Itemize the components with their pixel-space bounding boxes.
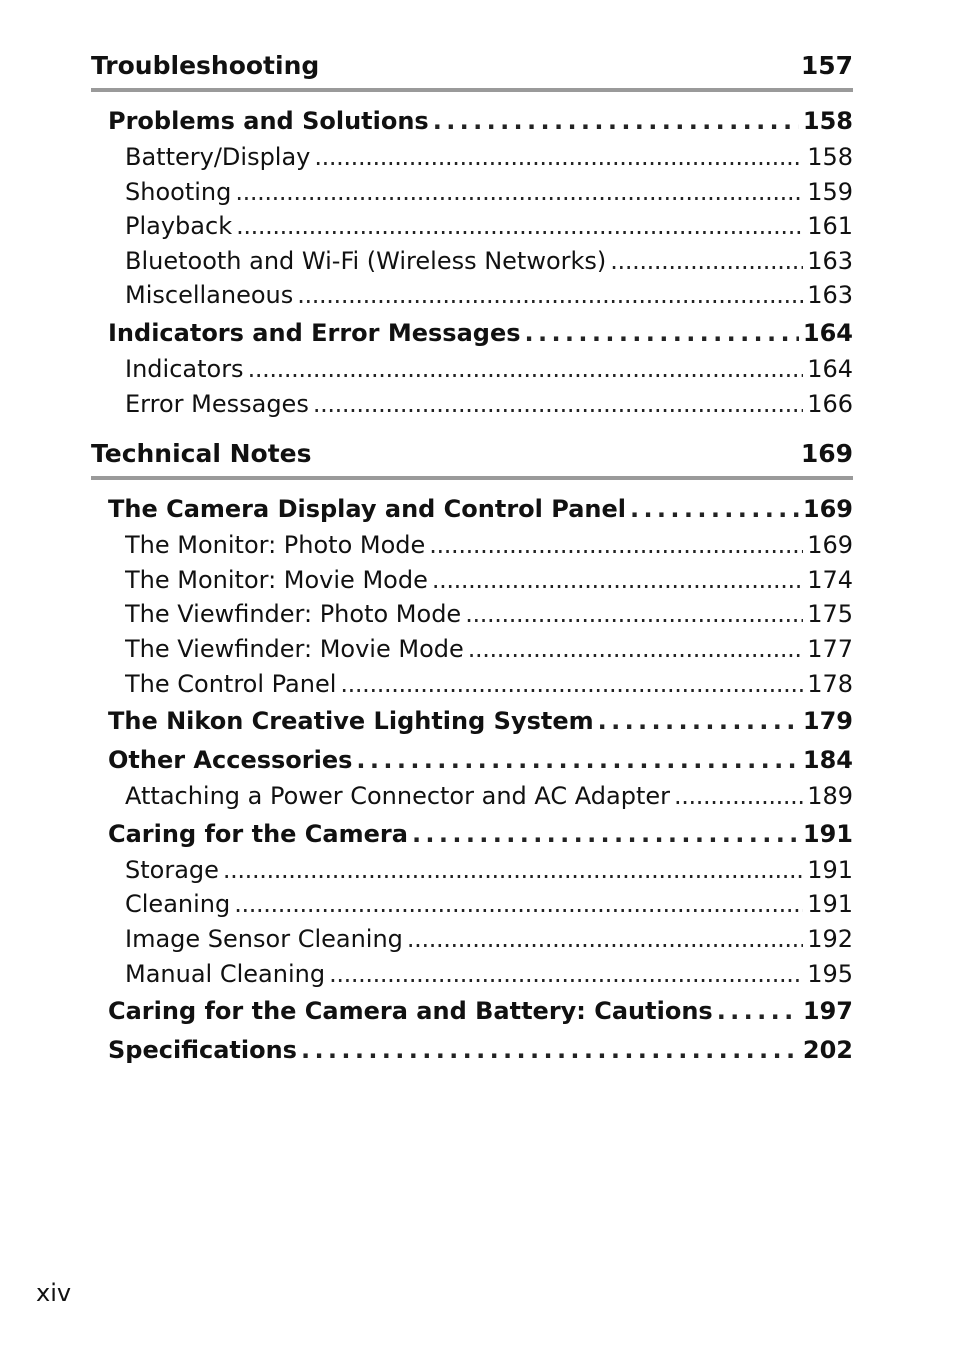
dot-leader xyxy=(412,816,799,853)
toc-entry-playback[interactable] xyxy=(125,209,853,244)
entry-page: 159 xyxy=(807,177,853,206)
entry-title: The Monitor: Movie Mode xyxy=(125,565,428,594)
dot-leader xyxy=(235,175,803,210)
dot-leader xyxy=(433,103,799,140)
toc-entry-error-messages[interactable] xyxy=(125,387,853,422)
dot-leader xyxy=(236,209,803,244)
toc-entry-cleaning[interactable] xyxy=(125,887,853,922)
entry-page: 178 xyxy=(807,669,853,698)
dot-leader xyxy=(223,853,803,888)
chapter-title: Troubleshooting xyxy=(91,51,320,80)
toc-entry-miscellaneous[interactable] xyxy=(125,278,853,313)
chapter-heading-technical-notes[interactable] xyxy=(91,432,853,480)
entry-page: 164 xyxy=(807,354,853,383)
chapter-page: 157 xyxy=(800,51,853,80)
toc-entry-shooting[interactable] xyxy=(125,175,853,210)
dot-leader xyxy=(234,887,803,922)
table-of-contents xyxy=(91,44,853,1069)
toc-entry-manual-cleaning[interactable] xyxy=(125,957,853,992)
entry-page: 189 xyxy=(807,782,853,811)
dot-leader xyxy=(297,278,803,313)
entry-title: The Viewfinder: Photo Mode xyxy=(125,600,462,629)
toc-section-problems-and-solutions[interactable] xyxy=(108,103,853,140)
toc-section-camera-display-control-panel[interactable] xyxy=(108,491,853,528)
dot-leader xyxy=(468,632,803,667)
section-page: 184 xyxy=(802,746,853,775)
dot-leader xyxy=(610,244,803,279)
chapter-heading-troubleshooting[interactable] xyxy=(91,44,853,92)
chapter-page: 169 xyxy=(800,439,853,469)
entry-title: Image Sensor Cleaning xyxy=(125,924,403,953)
entry-title: The Control Panel xyxy=(125,669,337,698)
dot-leader xyxy=(313,387,803,422)
entry-page: 158 xyxy=(807,143,853,171)
entry-title: Bluetooth and Wi-Fi (Wireless Networks) xyxy=(125,246,607,275)
entry-page: 175 xyxy=(807,600,853,629)
dot-leader xyxy=(630,491,799,528)
section-title: The Nikon Creative Lighting System xyxy=(108,707,594,736)
section-title: The Camera Display and Control Panel xyxy=(108,495,626,524)
toc-section-specifications[interactable] xyxy=(108,1032,853,1069)
entry-page: 177 xyxy=(807,634,853,663)
section-title: Specifications xyxy=(108,1036,297,1065)
section-title: Other Accessories xyxy=(108,746,353,775)
entry-page: 195 xyxy=(807,959,853,988)
section-page: 179 xyxy=(802,707,853,736)
dot-leader xyxy=(329,957,803,992)
dot-leader xyxy=(465,597,803,632)
entry-title: The Viewfinder: Movie Mode xyxy=(125,634,464,663)
toc-section-creative-lighting-system[interactable] xyxy=(108,703,853,740)
dot-leader xyxy=(407,922,803,957)
entry-title: Miscellaneous xyxy=(125,281,294,310)
section-page: 169 xyxy=(802,495,853,524)
entry-title: Cleaning xyxy=(125,890,231,919)
toc-entry-battery-display[interactable] xyxy=(125,140,853,175)
entry-title: The Monitor: Photo Mode xyxy=(125,531,426,560)
entry-title: Error Messages xyxy=(125,389,309,418)
entry-title: Playback xyxy=(125,212,233,241)
toc-section-indicators-and-error-messages[interactable] xyxy=(108,315,853,352)
entry-title: Shooting xyxy=(125,177,232,206)
entry-page: 163 xyxy=(807,281,853,310)
dot-leader xyxy=(340,667,803,702)
dot-leader xyxy=(301,1032,799,1069)
toc-section-cautions[interactable] xyxy=(108,993,853,1030)
section-page: 191 xyxy=(802,819,853,848)
entry-page: 161 xyxy=(807,212,853,241)
toc-entry-indicators[interactable] xyxy=(125,352,853,387)
dot-leader xyxy=(356,742,798,779)
section-title: Indicators and Error Messages xyxy=(108,318,521,347)
dot-leader xyxy=(314,140,803,175)
toc-entry-control-panel[interactable] xyxy=(125,667,853,702)
entry-page: 174 xyxy=(807,565,853,594)
dot-leader xyxy=(248,352,804,387)
section-page: 164 xyxy=(802,318,853,347)
entry-title: Attaching a Power Connector and AC Adapter xyxy=(125,782,670,811)
entry-page: 191 xyxy=(807,890,853,919)
entry-page: 169 xyxy=(807,531,853,560)
section-title: Caring for the Camera xyxy=(108,819,408,848)
dot-leader xyxy=(598,703,799,740)
entry-page: 166 xyxy=(807,389,853,418)
entry-title: Battery/Display xyxy=(125,143,311,171)
toc-entry-monitor-photo-mode[interactable] xyxy=(125,528,853,563)
chapter-title: Technical Notes xyxy=(91,439,312,469)
section-page: 197 xyxy=(802,997,853,1026)
dot-leader xyxy=(674,779,803,814)
entry-title: Manual Cleaning xyxy=(125,959,326,988)
entry-page: 163 xyxy=(807,246,853,275)
entry-page: 192 xyxy=(807,924,853,953)
entry-title: Indicators xyxy=(125,354,244,383)
section-page: 158 xyxy=(802,107,853,135)
section-page: 202 xyxy=(802,1036,853,1065)
toc-section-caring-for-camera[interactable] xyxy=(108,816,853,853)
toc-section-other-accessories[interactable] xyxy=(108,742,853,779)
toc-entry-image-sensor-cleaning[interactable] xyxy=(125,922,853,957)
toc-entry-storage[interactable] xyxy=(125,853,853,888)
dot-leader xyxy=(717,993,799,1030)
dot-leader xyxy=(429,528,803,563)
entry-title: Storage xyxy=(125,855,219,884)
section-title: Problems and Solutions xyxy=(108,107,429,135)
entry-page: 191 xyxy=(807,855,853,884)
toc-entry-viewfinder-movie-mode[interactable] xyxy=(125,632,853,667)
section-title: Caring for the Camera and Battery: Cautions xyxy=(108,997,713,1026)
toc-entry-viewfinder-photo-mode[interactable] xyxy=(125,597,853,632)
toc-entry-power-connector[interactable] xyxy=(125,779,853,814)
dot-leader xyxy=(525,315,799,352)
toc-entry-bluetooth-wifi[interactable] xyxy=(125,244,853,279)
page-number: xiv xyxy=(36,1279,72,1307)
dot-leader xyxy=(432,563,803,598)
toc-entry-monitor-movie-mode[interactable] xyxy=(125,563,853,598)
